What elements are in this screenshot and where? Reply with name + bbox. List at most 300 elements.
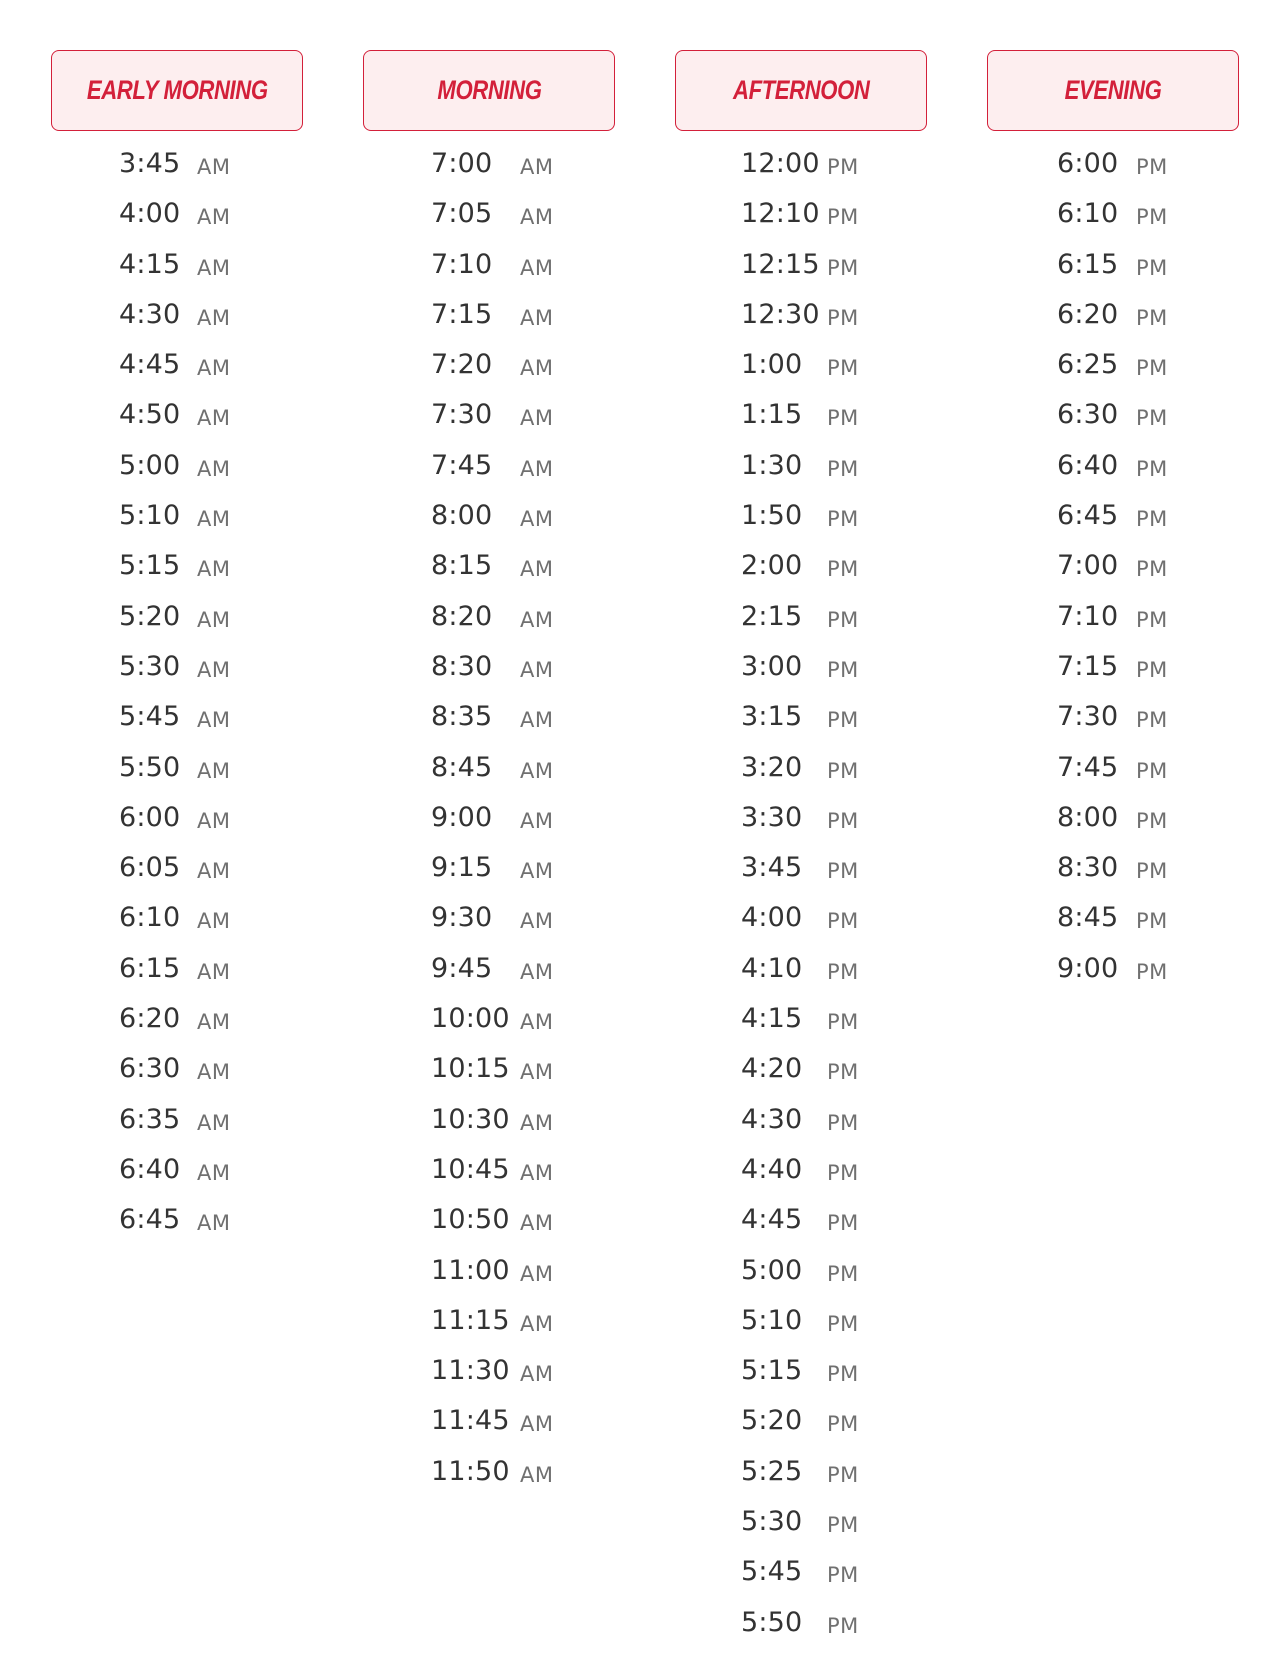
time-value: 10:15 — [431, 1053, 510, 1085]
time-suffix: AM — [520, 859, 554, 884]
time-suffix: PM — [1136, 205, 1168, 230]
time-slot[interactable] — [987, 802, 1239, 852]
time-slot[interactable] — [987, 752, 1239, 802]
time-slot[interactable] — [987, 651, 1239, 701]
period-header-evening[interactable] — [987, 50, 1239, 131]
time-suffix: AM — [520, 657, 554, 682]
time-slot[interactable] — [675, 1506, 927, 1556]
time-suffix: AM — [197, 1060, 231, 1085]
time-suffix: PM — [1136, 959, 1168, 984]
time-value: 7:10 — [1057, 600, 1119, 632]
time-suffix: PM — [827, 205, 859, 230]
time-slot[interactable] — [51, 601, 303, 651]
time-slot[interactable] — [675, 399, 927, 449]
time-suffix: PM — [827, 1010, 859, 1035]
time-suffix: AM — [197, 758, 231, 783]
period-header-morning[interactable] — [363, 50, 615, 131]
time-slot[interactable] — [51, 953, 303, 1003]
time-suffix: PM — [827, 1110, 859, 1135]
time-value: 11:15 — [431, 1304, 510, 1336]
time-slot[interactable] — [51, 198, 303, 248]
time-slot[interactable] — [987, 249, 1239, 299]
time-value: 6:10 — [119, 902, 181, 934]
time-slot[interactable] — [51, 802, 303, 852]
time-list-evening — [987, 148, 1239, 1003]
time-suffix: PM — [827, 959, 859, 984]
time-value: 8:35 — [431, 701, 493, 733]
time-slot[interactable] — [987, 550, 1239, 600]
time-suffix: PM — [827, 1563, 859, 1588]
time-value: 3:45 — [119, 148, 181, 179]
time-value: 6:30 — [119, 1053, 181, 1085]
time-value: 5:00 — [741, 1254, 803, 1286]
time-value: 5:45 — [741, 1556, 803, 1588]
period-header-early-morning[interactable] — [51, 50, 303, 131]
time-value: 5:30 — [741, 1506, 803, 1538]
time-slot[interactable] — [363, 148, 615, 198]
time-slot[interactable] — [987, 500, 1239, 550]
time-suffix: AM — [520, 1060, 554, 1085]
time-value: 7:20 — [431, 349, 493, 381]
time-value: 8:00 — [431, 500, 493, 532]
time-suffix: PM — [1136, 507, 1168, 532]
time-slot[interactable] — [987, 601, 1239, 651]
time-suffix: PM — [827, 356, 859, 381]
time-slot[interactable] — [363, 1456, 615, 1506]
time-suffix: PM — [827, 708, 859, 733]
time-value: 9:45 — [431, 952, 493, 984]
time-suffix: AM — [520, 758, 554, 783]
time-slot[interactable] — [363, 1204, 615, 1254]
time-suffix: AM — [520, 808, 554, 833]
time-suffix: PM — [827, 909, 859, 934]
time-value: 6:35 — [119, 1103, 181, 1135]
time-suffix: AM — [197, 356, 231, 381]
time-suffix: AM — [520, 607, 554, 632]
time-value: 8:30 — [431, 650, 493, 682]
time-slot[interactable] — [675, 450, 927, 500]
time-slot[interactable] — [51, 701, 303, 751]
time-suffix: AM — [197, 1211, 231, 1236]
time-value: 6:15 — [119, 952, 181, 984]
time-suffix: AM — [197, 808, 231, 833]
time-value: 4:20 — [741, 1053, 803, 1085]
time-value: 12:00 — [741, 148, 820, 179]
time-suffix: AM — [520, 1211, 554, 1236]
time-value: 12:10 — [741, 198, 820, 230]
time-slot[interactable] — [363, 802, 615, 852]
time-slot[interactable] — [363, 550, 615, 600]
time-slot[interactable] — [675, 1456, 927, 1506]
time-slot[interactable] — [675, 1104, 927, 1154]
time-slot[interactable] — [363, 1355, 615, 1405]
time-suffix: AM — [520, 155, 554, 179]
period-header-afternoon[interactable] — [675, 50, 927, 131]
time-value: 5:50 — [119, 751, 181, 783]
time-value: 6:25 — [1057, 349, 1119, 381]
time-value: 4:40 — [741, 1153, 803, 1185]
time-suffix: PM — [827, 1362, 859, 1387]
time-slot[interactable] — [987, 953, 1239, 1003]
time-suffix: PM — [827, 456, 859, 481]
time-slot[interactable] — [363, 601, 615, 651]
time-suffix: PM — [827, 808, 859, 833]
time-suffix: PM — [827, 1261, 859, 1286]
time-suffix: AM — [520, 255, 554, 280]
time-slot[interactable] — [675, 601, 927, 651]
time-value: 4:50 — [119, 399, 181, 431]
time-suffix: PM — [1136, 909, 1168, 934]
time-value: 8:00 — [1057, 801, 1119, 833]
time-suffix: PM — [827, 859, 859, 884]
time-slot[interactable] — [987, 450, 1239, 500]
time-slot[interactable] — [51, 902, 303, 952]
time-slot[interactable] — [363, 1405, 615, 1455]
time-slot[interactable] — [675, 1355, 927, 1405]
time-suffix: AM — [520, 1110, 554, 1135]
time-suffix: PM — [827, 406, 859, 431]
time-slot[interactable] — [51, 450, 303, 500]
time-value: 6:05 — [119, 852, 181, 884]
time-value: 9:00 — [1057, 952, 1119, 984]
time-suffix: AM — [520, 406, 554, 431]
time-suffix: AM — [197, 859, 231, 884]
time-list-morning — [363, 148, 615, 1506]
period-header-label: AFTERNOON — [732, 75, 870, 105]
time-suffix: PM — [1136, 708, 1168, 733]
time-suffix: AM — [520, 1362, 554, 1387]
time-suffix: AM — [520, 909, 554, 934]
time-suffix: PM — [827, 1462, 859, 1487]
time-suffix: PM — [827, 1060, 859, 1085]
time-value: 4:45 — [119, 349, 181, 381]
time-suffix: PM — [1136, 305, 1168, 330]
time-value: 7:00 — [431, 148, 493, 179]
time-value: 5:25 — [741, 1455, 803, 1487]
time-value: 11:00 — [431, 1254, 510, 1286]
time-slot[interactable] — [51, 1003, 303, 1053]
time-slot[interactable] — [675, 1204, 927, 1254]
time-value: 8:45 — [1057, 902, 1119, 934]
time-value: 9:15 — [431, 852, 493, 884]
time-value: 5:15 — [119, 550, 181, 582]
time-slot[interactable] — [363, 902, 615, 952]
time-value: 7:30 — [1057, 701, 1119, 733]
time-slot[interactable] — [675, 500, 927, 550]
time-slot[interactable] — [675, 651, 927, 701]
time-slot[interactable] — [675, 550, 927, 600]
time-value: 6:00 — [119, 801, 181, 833]
time-value: 11:50 — [431, 1455, 510, 1487]
time-suffix: AM — [520, 456, 554, 481]
time-suffix: AM — [520, 1412, 554, 1437]
time-slot[interactable] — [51, 500, 303, 550]
time-list-early-morning — [51, 148, 303, 1255]
time-suffix: PM — [1136, 406, 1168, 431]
time-slot[interactable] — [363, 399, 615, 449]
time-slot[interactable] — [51, 651, 303, 701]
time-value: 2:00 — [741, 550, 803, 582]
time-value: 8:45 — [431, 751, 493, 783]
time-value: 5:20 — [741, 1405, 803, 1437]
time-value: 4:15 — [741, 1003, 803, 1035]
time-value: 5:10 — [741, 1304, 803, 1336]
time-value: 9:30 — [431, 902, 493, 934]
time-suffix: AM — [520, 557, 554, 582]
time-suffix: AM — [197, 305, 231, 330]
time-value: 7:30 — [431, 399, 493, 431]
time-slot[interactable] — [675, 1556, 927, 1606]
time-slot[interactable] — [675, 1053, 927, 1103]
time-value: 10:45 — [431, 1153, 510, 1185]
time-value: 1:30 — [741, 449, 803, 481]
time-slot[interactable] — [675, 902, 927, 952]
time-slot[interactable] — [987, 902, 1239, 952]
time-value: 6:20 — [119, 1003, 181, 1035]
time-suffix: AM — [197, 155, 231, 179]
time-slot[interactable] — [363, 953, 615, 1003]
time-suffix: PM — [1136, 557, 1168, 582]
time-value: 4:00 — [119, 198, 181, 230]
time-value: 1:00 — [741, 349, 803, 381]
time-suffix: PM — [827, 1211, 859, 1236]
time-slot[interactable] — [51, 299, 303, 349]
time-value: 4:45 — [741, 1204, 803, 1236]
time-suffix: AM — [520, 1311, 554, 1336]
time-suffix: PM — [827, 305, 859, 330]
time-slot[interactable] — [363, 752, 615, 802]
time-slot[interactable] — [363, 852, 615, 902]
time-value: 12:15 — [741, 248, 820, 280]
time-value: 7:00 — [1057, 550, 1119, 582]
time-value: 5:30 — [119, 650, 181, 682]
time-value: 6:40 — [1057, 449, 1119, 481]
time-slot[interactable] — [675, 198, 927, 248]
time-suffix: AM — [197, 456, 231, 481]
time-suffix: PM — [1136, 155, 1168, 179]
time-slot[interactable] — [363, 1104, 615, 1154]
time-suffix: AM — [520, 708, 554, 733]
time-slot[interactable] — [51, 349, 303, 399]
time-suffix: AM — [520, 305, 554, 330]
time-suffix: AM — [197, 959, 231, 984]
time-slot[interactable] — [363, 299, 615, 349]
time-slot[interactable] — [51, 399, 303, 449]
time-suffix: PM — [1136, 456, 1168, 481]
time-slot[interactable] — [675, 1154, 927, 1204]
time-suffix: PM — [1136, 607, 1168, 632]
time-slot[interactable] — [363, 1154, 615, 1204]
time-suffix: PM — [1136, 356, 1168, 381]
time-value: 6:20 — [1057, 298, 1119, 330]
time-value: 1:50 — [741, 500, 803, 532]
time-slot[interactable] — [51, 550, 303, 600]
time-suffix: AM — [197, 205, 231, 230]
time-suffix: PM — [1136, 657, 1168, 682]
time-value: 1:15 — [741, 399, 803, 431]
time-suffix: PM — [827, 255, 859, 280]
time-suffix: AM — [520, 507, 554, 532]
time-suffix: AM — [197, 406, 231, 431]
time-slot[interactable] — [987, 148, 1239, 198]
time-slot[interactable] — [675, 1607, 927, 1657]
time-value: 5:45 — [119, 701, 181, 733]
time-suffix: PM — [827, 1311, 859, 1336]
time-slot[interactable] — [675, 249, 927, 299]
time-value: 4:10 — [741, 952, 803, 984]
time-suffix: AM — [197, 1010, 231, 1035]
time-value: 8:20 — [431, 600, 493, 632]
time-slot[interactable] — [51, 1053, 303, 1103]
time-value: 5:50 — [741, 1606, 803, 1638]
time-value: 3:30 — [741, 801, 803, 833]
time-slot[interactable] — [987, 399, 1239, 449]
time-suffix: AM — [197, 1160, 231, 1185]
period-column-evening — [987, 50, 1239, 1003]
time-value: 4:30 — [119, 298, 181, 330]
time-value: 5:10 — [119, 500, 181, 532]
time-slot[interactable] — [51, 249, 303, 299]
time-value: 7:45 — [431, 449, 493, 481]
time-slot[interactable] — [675, 953, 927, 1003]
time-slot[interactable] — [675, 1305, 927, 1355]
time-slot[interactable] — [363, 349, 615, 399]
period-header-label: EVENING — [1064, 75, 1162, 105]
time-value: 6:45 — [119, 1204, 181, 1236]
time-suffix: PM — [1136, 808, 1168, 833]
time-slot[interactable] — [51, 1204, 303, 1254]
time-value: 9:00 — [431, 801, 493, 833]
time-value: 5:00 — [119, 449, 181, 481]
time-slot[interactable] — [363, 450, 615, 500]
time-slot[interactable] — [675, 299, 927, 349]
time-suffix: AM — [520, 1462, 554, 1487]
time-suffix: PM — [827, 1513, 859, 1538]
time-value: 12:30 — [741, 298, 820, 330]
time-value: 6:45 — [1057, 500, 1119, 532]
time-value: 4:00 — [741, 902, 803, 934]
time-value: 2:15 — [741, 600, 803, 632]
time-slot[interactable] — [363, 1003, 615, 1053]
time-suffix: AM — [197, 708, 231, 733]
time-value: 4:30 — [741, 1103, 803, 1135]
time-value: 6:15 — [1057, 248, 1119, 280]
time-value: 4:15 — [119, 248, 181, 280]
time-value: 6:30 — [1057, 399, 1119, 431]
time-value: 5:20 — [119, 600, 181, 632]
time-value: 11:30 — [431, 1355, 510, 1387]
time-suffix: AM — [197, 255, 231, 280]
time-slot[interactable] — [987, 349, 1239, 399]
time-value: 10:50 — [431, 1204, 510, 1236]
time-value: 7:15 — [431, 298, 493, 330]
time-suffix: PM — [827, 1613, 859, 1638]
time-suffix: AM — [197, 507, 231, 532]
time-slot[interactable] — [675, 852, 927, 902]
period-header-label: EARLY MORNING — [86, 75, 268, 105]
time-value: 10:00 — [431, 1003, 510, 1035]
time-suffix: PM — [827, 155, 859, 179]
time-slot[interactable] — [363, 1305, 615, 1355]
time-value: 7:45 — [1057, 751, 1119, 783]
time-suffix: AM — [520, 1010, 554, 1035]
time-slot[interactable] — [987, 299, 1239, 349]
time-suffix: PM — [827, 1412, 859, 1437]
time-suffix: AM — [520, 356, 554, 381]
time-suffix: PM — [827, 758, 859, 783]
time-suffix: AM — [520, 205, 554, 230]
time-slot[interactable] — [363, 651, 615, 701]
time-slot[interactable] — [51, 852, 303, 902]
time-list-afternoon — [675, 148, 927, 1657]
period-header-label: MORNING — [436, 75, 542, 105]
period-column-early-morning — [51, 50, 303, 1255]
time-value: 3:20 — [741, 751, 803, 783]
time-value: 6:40 — [119, 1153, 181, 1185]
time-slot[interactable] — [675, 1255, 927, 1305]
time-slot[interactable] — [363, 1053, 615, 1103]
time-slot[interactable] — [51, 1104, 303, 1154]
time-slot[interactable] — [51, 148, 303, 198]
time-suffix: AM — [197, 657, 231, 682]
time-slot[interactable] — [675, 349, 927, 399]
time-value: 6:00 — [1057, 148, 1119, 179]
time-value: 6:10 — [1057, 198, 1119, 230]
time-slot[interactable] — [363, 198, 615, 248]
time-slot[interactable] — [363, 1255, 615, 1305]
time-value: 7:05 — [431, 198, 493, 230]
time-slot[interactable] — [51, 1154, 303, 1204]
time-value: 5:15 — [741, 1355, 803, 1387]
time-slot[interactable] — [987, 198, 1239, 248]
time-suffix: AM — [197, 909, 231, 934]
time-value: 7:10 — [431, 248, 493, 280]
time-value: 3:45 — [741, 852, 803, 884]
time-slot[interactable] — [675, 148, 927, 198]
time-suffix: AM — [197, 607, 231, 632]
time-suffix: PM — [827, 557, 859, 582]
time-suffix: AM — [197, 557, 231, 582]
time-suffix: PM — [827, 657, 859, 682]
time-suffix: PM — [1136, 758, 1168, 783]
time-suffix: PM — [827, 507, 859, 532]
time-slot[interactable] — [675, 752, 927, 802]
time-value: 3:15 — [741, 701, 803, 733]
time-value: 8:15 — [431, 550, 493, 582]
time-suffix: AM — [520, 959, 554, 984]
time-slot[interactable] — [363, 500, 615, 550]
time-value: 7:15 — [1057, 650, 1119, 682]
time-slot[interactable] — [675, 701, 927, 751]
time-slot[interactable] — [363, 249, 615, 299]
time-slot[interactable] — [987, 852, 1239, 902]
time-suffix: AM — [197, 1110, 231, 1135]
time-value: 10:30 — [431, 1103, 510, 1135]
time-value: 11:45 — [431, 1405, 510, 1437]
period-column-morning — [363, 50, 615, 1506]
time-suffix: AM — [520, 1261, 554, 1286]
period-column-afternoon — [675, 50, 927, 1657]
time-slot[interactable] — [363, 701, 615, 751]
time-slot[interactable] — [675, 802, 927, 852]
time-slot[interactable] — [51, 752, 303, 802]
time-suffix: PM — [827, 1160, 859, 1185]
time-value: 8:30 — [1057, 852, 1119, 884]
time-slot[interactable] — [675, 1003, 927, 1053]
time-suffix: PM — [1136, 255, 1168, 280]
time-slot[interactable] — [987, 701, 1239, 751]
time-slot[interactable] — [675, 1405, 927, 1455]
